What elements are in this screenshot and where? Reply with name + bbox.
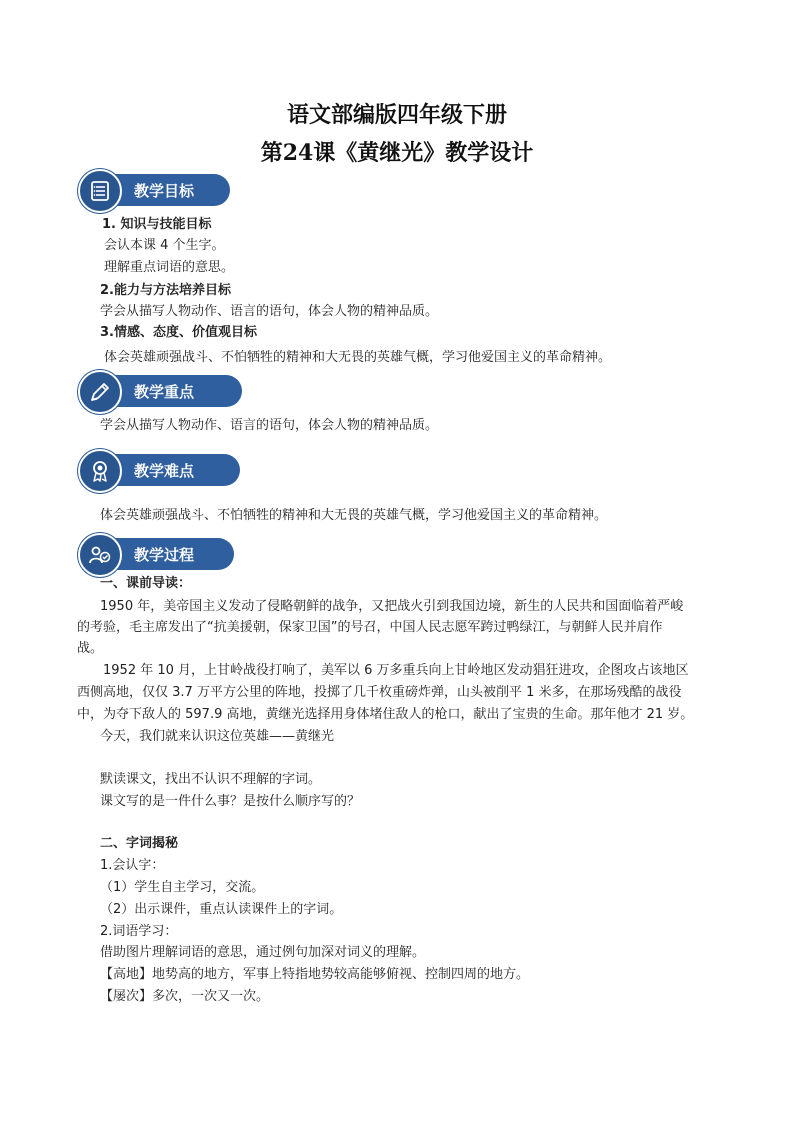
goal-heading-3: 3.情感、态度、价值观目标 [100,325,257,340]
goal-heading-2: 2.能力与方法培养目标 [100,283,231,298]
goal-line: 体会英雄顽强战斗、不怕牺牲的精神和大无畏的英雄气概，学习他爱国主义的革命精神。 [104,350,612,365]
banner-label: 教学目标 [134,182,195,200]
process-section-2-heading: 二、字词揭秘 [100,836,179,851]
paragraph-line: 西侧高地，仅仅 3.7 万平方公里的阵地，投掷了几千枚重磅炸弹，山头被削平 1 米多，在那场残酷的战役 [77,685,682,700]
section-banner-difficulty [78,452,240,488]
paragraph-line: 中，为夺下敌人的 597.9 高地，黄继光选择用身体堵住敌人的枪口，献出了宝贵的生命。那年他才 21 岁。 [77,707,694,722]
question-line: 默读课文，找出不认识不理解的字词。 [100,772,322,787]
list-item: 2.词语学习： [100,924,178,939]
section-banner-key [78,373,242,409]
section-banner-process [78,536,234,572]
definition-item: 【高地】地势高的地方，军事上特指地势较高能够俯视、控制四周的地方。 [100,967,530,982]
paragraph-line: 1952 年 10 月，上甘岭战役打响了，美军以 6 万多重兵向上甘岭地区发动猖狂进攻，企图攻占该地区 [103,663,689,678]
banner-label: 教学过程 [134,546,195,564]
list-item: （1）学生自主学习，交流。 [100,880,265,895]
process-section-1-heading: 一、课前导读： [100,576,192,591]
goal-line: 会认本课 4 个生字。 [104,238,225,253]
goal-line: 学会从描写人物动作、语言的语句，体会人物的精神品质。 [100,304,439,319]
definition-item: 【屡次】多次，一次又一次。 [100,989,270,1004]
list-item: 借助图片理解词语的意思，通过例句加深对词义的理解。 [100,945,426,960]
section-banner-goals [78,172,230,208]
paragraph-line: 今天，我们就来认识这位英雄——黄继光 [100,729,335,744]
banner-label: 教学重点 [134,383,195,401]
difficulty-text: 体会英雄顽强战斗、不怕牺牲的精神和大无畏的英雄气概，学习他爱国主义的革命精神。 [100,508,608,523]
pencil-icon [78,370,122,414]
paragraph-line: 战。 [77,641,104,656]
goal-heading-1: 1. 知识与技能目标 [102,217,212,232]
key-point-text: 学会从描写人物动作、语言的语句，体会人物的精神品质。 [100,418,439,433]
question-line: 课文写的是一件什么事？是按什么顺序写的？ [100,794,361,809]
document-subtitle: 第24课《黄继光》教学设计 [260,140,534,166]
paragraph-line: 的考验，毛主席发出了“抗美援朝，保家卫国”的号召，中国人民志愿军跨过鸭绿江，与朝鲜人民并肩作 [77,620,663,635]
banner-label: 教学难点 [134,462,195,480]
list-item: （2）出示课件，重点认读课件上的字词。 [100,902,343,917]
goal-line: 理解重点词语的意思。 [104,260,235,275]
list-item: 1.会认字： [100,858,165,873]
document-title: 语文部编版四年级下册 [286,102,507,128]
paragraph-line: 1950 年，美帝国主义发动了侵略朝鲜的战争，又把战火引到我国边境，新生的人民共和国面临着严峻 [100,599,684,614]
people-icon [78,533,122,577]
checklist-icon [78,169,122,213]
award-ribbon-icon [78,449,122,493]
